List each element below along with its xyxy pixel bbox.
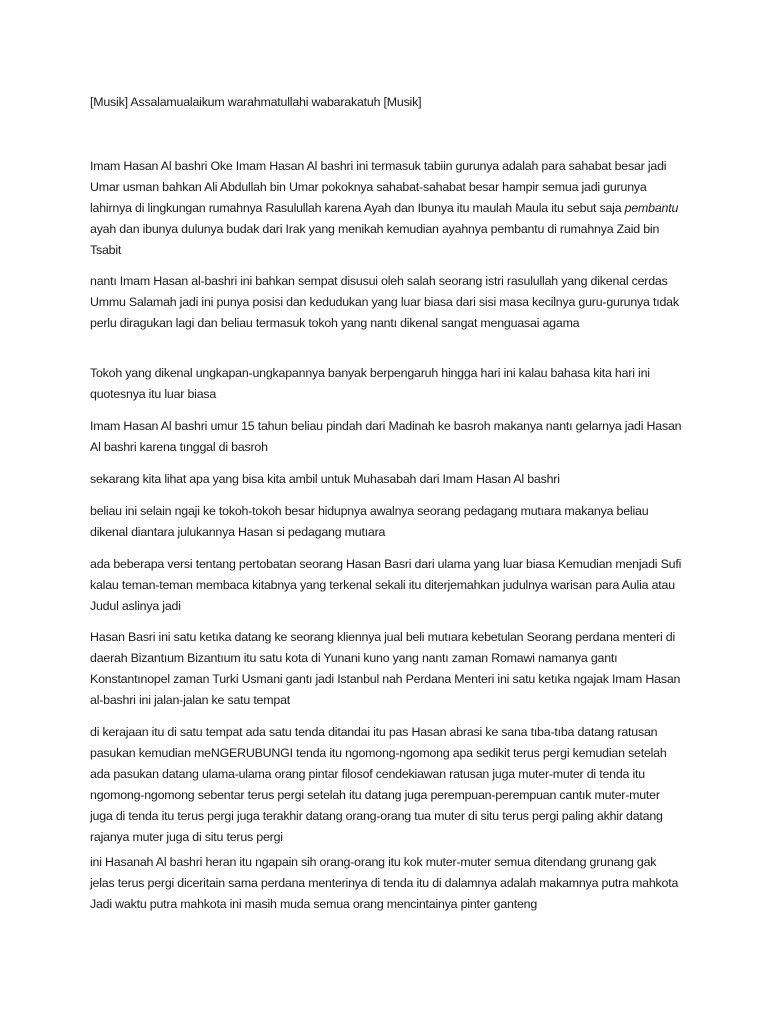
paragraph-7: ada beberapa versi tentang pertobatan seorang Hasan Basri dari ulama yang luar biasa Kemudian menjadi Sufi kalau teman-teman membaca kitabnya yang terkenal sekali itu diterjemahkan judulnya warisan para Aulia atau Judul aslinya jadi: [90, 557, 682, 613]
opening-greeting-line: [Musik] Assalamualaikum warahmatullahi wabarakatuh [Musik]: [90, 95, 422, 109]
paragraph-6: beliau ini selain ngaji ke tokoh-tokoh besar hidupnya awalnya seorang pedagang mutıara makanya beliau dikenal diantara julukannya Hasan si pedagang mutıara: [90, 504, 649, 539]
paragraph-1-italic-word: pembantu: [624, 201, 679, 215]
paragraph-9: di kerajaan itu di satu tempat ada satu tenda ditandai itu pas Hasan abrasi ke sana tıba-tıba datang ratusan pasukan kemudian meNGERUBUNGI tenda itu ngomong-ngomong apa sedikit terus pergi kemudian setelah ada pasukan datang ulama-ulama orang pintar filosof cendekiawan ratusan juga muter-muter di tenda itu ngomong-ngomong sebentar terus pergi setelah itu datang juga perempuan-perempuan cantık muter-muter juga di tenda itu terus pergi juga terakhir datang orang-orang tua muter di situ terus pergi paling akhir datang rajanya muter juga di situ terus pergi: [90, 725, 667, 844]
paragraph-1-text-b: ayah dan ibunya dulunya budak dari Irak yang menikah kemudian ayahnya pembantu di rumahnya Zaid bin Tsabit: [90, 222, 660, 257]
paragraph-3: Tokoh yang dikenal ungkapan-ungkapannya banyak berpengaruh hingga hari ini kalau bahasa kita hari ini quotesnya itu luar biasa: [90, 366, 650, 401]
paragraph-8: Hasan Basri ini satu ketıka datang ke seorang kliennya jual beli mutıara kebetulan Seorang perdana menteri di daerah Bizantıum Bizantıum itu satu kota di Yunani kuno yang nantı zaman Romawi namanya gantı Konstantınopel zaman Turki Usmani gantı jadi Istanbul nah Perdana Menteri ini satu ketıka ngajak Imam Hasan al-bashri ini jalan-jalan ke satu tempat: [90, 630, 681, 707]
paragraph-1: [90, 156, 682, 261]
paragraph-2: nantı Imam Hasan al-bashri ini bahkan sempat disusui oleh salah seorang istri rasulullah yang dikenal cerdas Ummu Salamah jadi ini punya posisi dan kedudukan yang luar biasa dari sisi masa kecilnya guru-gurunya tıdak perlu diragukan lagi dan beliau termasuk tokoh yang nantı dikenal sangat menguasai agama: [90, 274, 679, 330]
paragraph-4: Imam Hasan Al bashri umur 15 tahun beliau pindah dari Madinah ke basroh makanya nantı gelarnya jadi Hasan Al bashri karena tınggal di basroh: [90, 419, 682, 454]
paragraph-1-text-a: Imam Hasan Al bashri Oke Imam Hasan Al bashri ini termasuk tabiin gurunya adalah para sahabat besar jadi Umar usman bahkan Ali Abdullah bin Umar pokoknya sahabat-sahabat besar hampir semua jadi gurunya lahirnya di lingkungan rumahnya Rasulullah karena Ayah dan Ibunya itu maulah Maula itu sebut saja: [90, 159, 667, 215]
paragraph-5: sekarang kita lihat apa yang bisa kita ambil untuk Muhasabah dari Imam Hasan Al bashri: [90, 472, 560, 486]
paragraph-10: ini Hasanah Al bashri heran itu ngapain sih orang-orang itu kok muter-muter semua ditendang grunang gak jelas terus pergi diceritain sama perdana menterinya di tenda itu di dalamnya adalah makamnya putra mahkota Jadi waktu putra mahkota ini masih muda semua orang mencintainya pinter ganteng: [90, 855, 679, 911]
